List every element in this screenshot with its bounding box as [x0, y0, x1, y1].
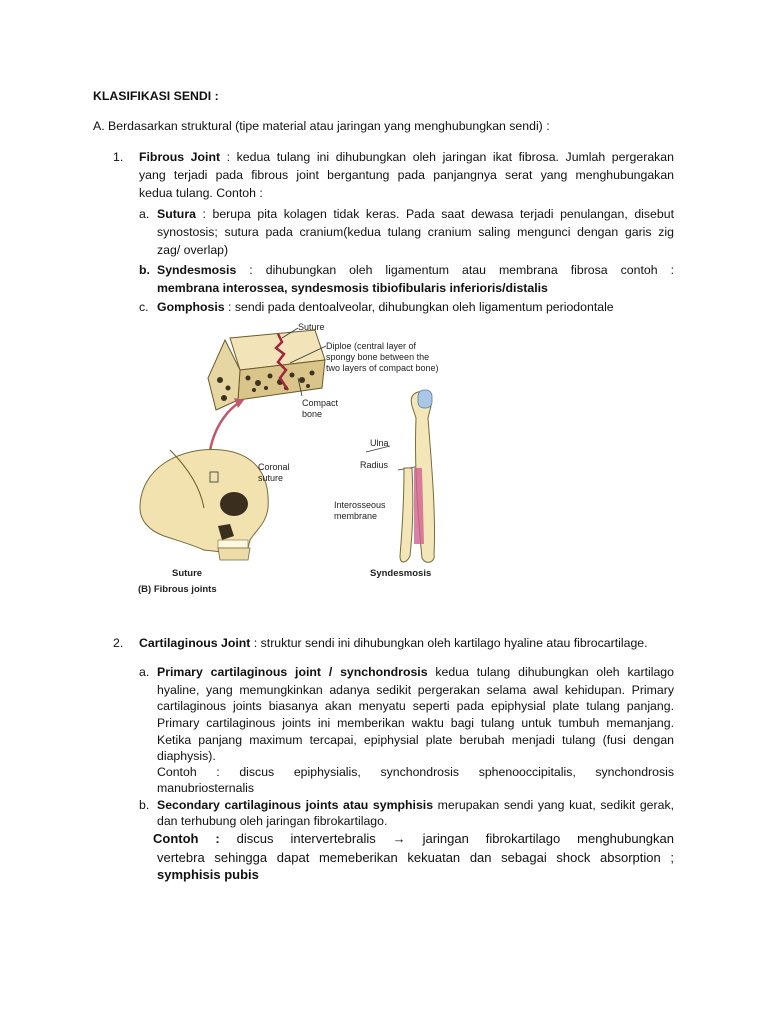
label-coronal-line1: Coronal — [258, 462, 290, 472]
sub-a-label: a. — [139, 207, 150, 221]
section-a-heading: A. Berdasarkan struktural (tipe material atau jaringan yang menghubungkan sendi) : — [93, 119, 550, 133]
gomphosis-text-1: : sendi pada dentoalveolar, dihubungkan oleh ligamentum periodontale — [224, 300, 614, 314]
symphisis-line-2: dan terhubung oleh jaringan fibrokartilago. — [157, 814, 388, 828]
synchondrosis-text-1: kedua tulang dihubungkan oleh kartilago — [427, 665, 674, 679]
label-diploe-line2: spongy bone between the — [326, 352, 430, 362]
symphisis-example-text-1: discus intervertebralis → jaringan fibrokartilago menghubungkan — [219, 831, 674, 846]
sub-2a-label: a. — [139, 665, 150, 679]
symphisis-line-1 — [157, 797, 674, 814]
label-interosseous-line1: Interosseous — [334, 500, 386, 510]
synchondrosis-example-1: Contoh : discus epiphysialis, synchondrosis sphenooccipitalis, synchondrosis — [157, 765, 674, 779]
gomphosis-term: Gomphosis — [157, 300, 225, 314]
symphisis-example-1 — [153, 830, 674, 847]
label-interosseous-line2: membrane — [334, 511, 378, 521]
item-2-line-1 — [139, 635, 648, 652]
item-2-text-1: : struktur sendi ini dihubungkan oleh kartilago hyaline atau fibrocartilage. — [250, 636, 648, 650]
label-radius: Radius — [360, 460, 389, 470]
symphisis-term: Secondary cartilaginous joints atau symphisis — [157, 798, 434, 812]
sutura-line-2: synostosis; sutura pada cranium(kedua tulang cranium saling mengunci dengan garis zig — [157, 225, 674, 239]
label-diploe-line3: two layers of compact bone) — [326, 363, 439, 373]
skull-illustration — [140, 450, 268, 560]
item-1-line-3: kedua tulang. Contoh : — [139, 186, 263, 200]
sutura-text-1: : berupa pita kolagen tidak keras. Pada saat dewasa terjadi penulangan, disebut — [195, 207, 674, 221]
sub-c-label: c. — [139, 300, 149, 314]
fibrous-joints-figure — [130, 318, 475, 600]
syndesmosis-term: Syndesmosis — [157, 263, 237, 277]
label-diploe-line1: Diploe (central layer of — [326, 341, 417, 351]
synchondrosis-line-6: diaphysis). — [157, 749, 216, 763]
symphisis-example-2: vertebra sehingga dapat memeberikan kekuatan dan sebagai shock absorption ; — [157, 850, 674, 865]
sub-2b-label: b. — [139, 798, 150, 812]
symphisis-example-label: Contoh : — [153, 831, 220, 846]
item-1-text-1: : kedua tulang ini dihubungkan oleh jaringan ikat fibrosa. Jumlah pergerakan — [220, 150, 674, 164]
symphisis-text-1: merupakan sendi yang kuat, sedikit gerak, — [433, 798, 675, 812]
sub-b-label: b. — [139, 263, 150, 277]
label-suture-top: Suture — [298, 322, 325, 332]
document-heading: KLASIFIKASI SENDI : — [93, 89, 219, 103]
item-1-line-2: yang terjadi pada fibrous joint bergantung pada panjangnya serat yang menghubungakan — [139, 168, 674, 182]
synchondrosis-term: Primary cartilaginous joint / synchondrosis — [157, 665, 428, 679]
syndesmosis-line-2: membrana interossea, syndesmosis tibiofibularis inferioris/distalis — [157, 281, 548, 295]
caption-fibrous-joints: (B) Fibrous joints — [138, 584, 217, 595]
synchondrosis-line-1 — [157, 664, 674, 681]
label-compact-line1: Compact — [302, 398, 339, 408]
synchondrosis-line-4: Primary cartilaginous joints ini memberikan waktu bagi tulang untuk tumbuh memanjang. — [157, 716, 674, 730]
gomphosis-line-1 — [157, 299, 614, 316]
caption-suture: Suture — [172, 568, 203, 579]
sutura-line-3: zag/ overlap) — [157, 243, 229, 257]
syndesmosis-line-1 — [157, 262, 674, 279]
synchondrosis-example-2: manubriosternalis — [157, 781, 255, 795]
cartilaginous-joint-term: Cartilaginous Joint — [139, 636, 251, 650]
item-2-number: 2. — [113, 636, 124, 650]
synchondrosis-line-2: hyaline, yang memungkinkan adanya sedikit pergerakan selama awal kehidupan. Primary — [157, 683, 674, 697]
item-1-line-1 — [139, 149, 674, 166]
synchondrosis-line-3: cartilaginous joints biasanya akan menyatu seperti pada epiphysial plate tulang panjang. — [157, 699, 674, 713]
caption-syndesmosis: Syndesmosis — [370, 568, 432, 579]
item-1-number: 1. — [113, 150, 124, 164]
label-ulna: Ulna — [370, 438, 389, 448]
label-compact-line2: bone — [302, 409, 323, 419]
sutura-line-1 — [157, 206, 674, 223]
sutura-term: Sutura — [157, 207, 196, 221]
symphisis-example-3: symphisis pubis — [157, 867, 259, 882]
label-coronal-line2: suture — [258, 473, 284, 483]
forearm-bones-illustration — [400, 390, 435, 562]
synchondrosis-line-5: Ketika panjang maximum tercapai, epiphysial plate berubah menjadi tulang (fusi dengan — [157, 733, 674, 747]
syndesmosis-text-1: : dihubungkan oleh ligamentum atau membrana fibrosa contoh : — [236, 263, 674, 277]
fibrous-joint-term: Fibrous Joint — [139, 150, 221, 164]
